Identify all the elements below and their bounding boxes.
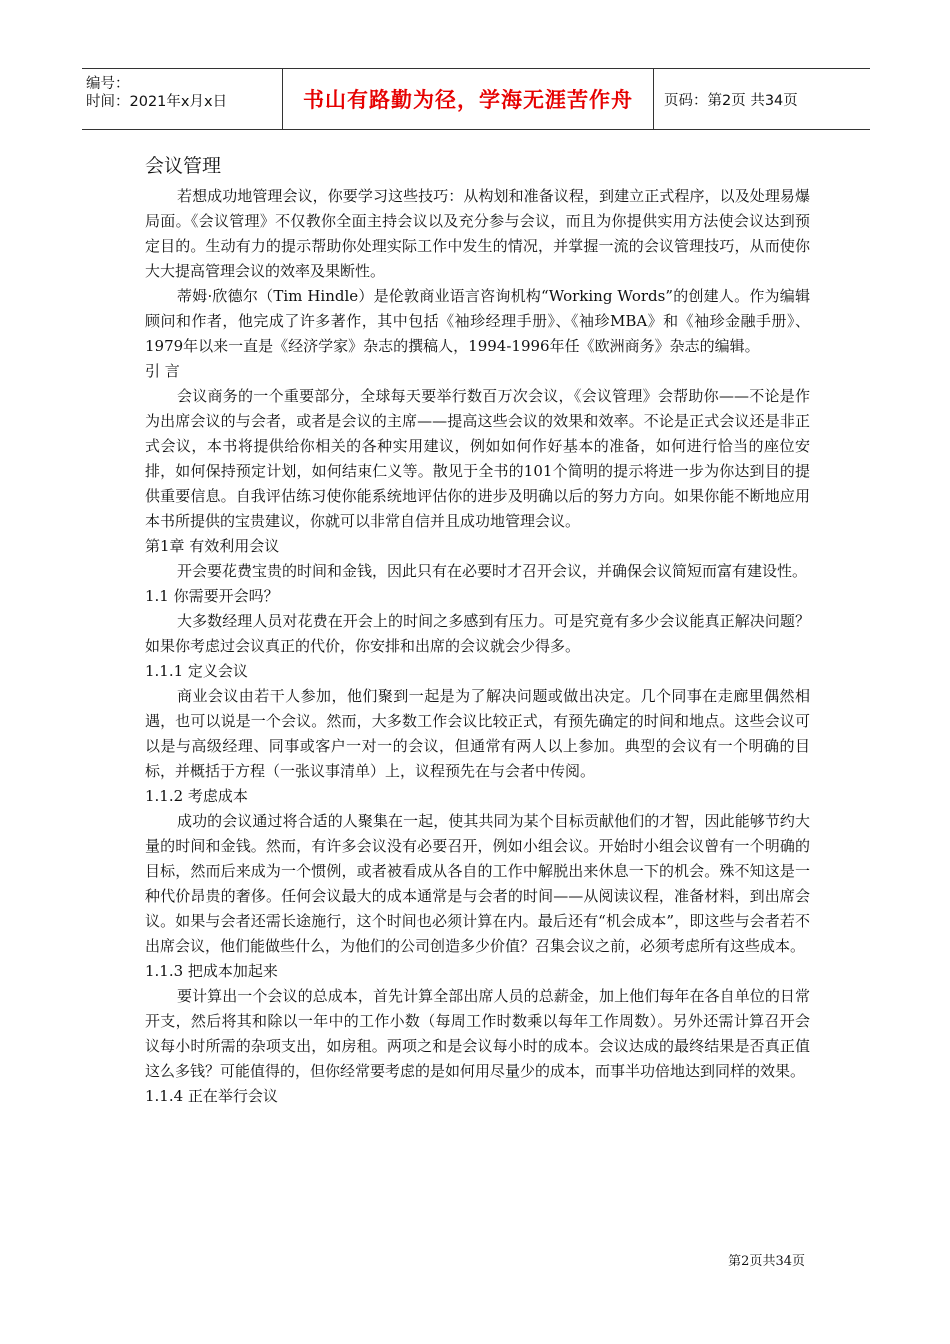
section-1-1-paragraph: 大多数经理人员对花费在开会上的时间之多感到有压力。可是究竟有多少会议能真正解决问题？如果你考虑过会议真正的代价，你安排和出席的会议就会少得多。 — [145, 612, 810, 655]
section-1-1-1-paragraph: 商业会议由若干人参加，他们聚到一起是为了解决问题或做出决定。几个同事在走廊里偶然相遇，也可以说是一个会议。然而，大多数工作会议比较正式，有预先确定的时间和地点。这些会议可以是与高级经理、同事或客户一对一的会议，但通常有两人以上参加。典型的会议有一个明确的目标，并概括于方程（一张议事清单）上，议程预先在与会者中传阅。 — [145, 687, 810, 780]
section-1-1-3-heading: 1.1.3 把成本加起来 — [145, 962, 278, 980]
document-title: 会议管理 — [145, 155, 222, 177]
preface-heading: 引 言 — [145, 362, 180, 380]
chapter-1-heading: 第1章 有效利用会议 — [145, 537, 280, 555]
section-1-1-3-paragraph: 要计算出一个会议的总成本，首先计算全部出席人员的总薪金，加上他们每年在各自单位的日常开支，然后将其和除以一年中的工作小数（每周工作时数乘以每年工作周数）。另外还需计算召开会议每小时所需的杂项支出，如房租。两项之和是会议每小时的成本。会议达成的最终结果是否真正值这么多钱？可能值得的，但你经常要考虑的是如何用尽量少的成本，而事半功倍地达到同样的效果。 — [145, 987, 810, 1080]
header-motto: 书山有路勤为径，学海无涯苦作舟 — [282, 69, 654, 129]
section-1-1-2-paragraph: 成功的会议通过将合适的人聚集在一起，使其共同为某个目标贡献他们的才智，因此能够节约大量的时间和金钱。然而，有许多会议没有必要召开，例如小组会议。开始时小组会议曾有一个明确的目标，然而后来成为一个惯例，或者被看成从各自的工作中解脱出来休息一下的机会。殊不知这是一种代价昂贵的奢侈。任何会议最大的成本通常是与会者的时间——从阅读议程，准备材料，到出席会议。如果与会者还需长途施行，这个时间也必须计算在内。最后还有“机会成本”，即这些与会者若不出席会议，他们能做些什么，为他们的公司创造多少价值？召集会议之前，必须考虑所有这些成本。 — [145, 812, 810, 955]
section-1-1-2-heading: 1.1.2 考虑成本 — [145, 787, 248, 805]
intro-paragraph-1: 若想成功地管理会议，你要学习这些技巧：从构划和准备议程，到建立正式程序，以及处理易爆局面。《会议管理》不仅教你全面主持会议以及充分参与会议，而且为你提供实用方法使会议达到预定目的。生动有力的提示帮助你处理实际工作中发生的情况，并掌握一流的会议管理技巧，从而使你大大提高管理会议的效率及果断性。 — [145, 187, 810, 280]
time-label: 时间：2021年x月x日 — [86, 94, 228, 110]
number-label: 编号： — [86, 76, 130, 92]
page-header — [82, 68, 870, 130]
page-footer: 第2页共34页 — [728, 1254, 805, 1269]
header-meta — [82, 69, 282, 129]
intro-paragraph-2: 蒂姆·欣德尔（Tim Hindle）是伦敦商业语言咨询机构“Working Words”的创建人。作为编辑顾问和作者，他完成了许多著作，其中包括《袖珍经理手册》、《袖珍MBA》和《袖珍金融手册》、1979年以来一直是《经济学家》杂志的撰稿人，1994-1996年任《欧洲商务》杂志的编辑。 — [145, 287, 810, 355]
header-page-label: 页码：第2页 共34页 — [664, 92, 798, 109]
section-1-1-heading: 1.1 你需要开会吗？ — [145, 587, 279, 605]
section-1-1-4-heading: 1.1.4 正在举行会议 — [145, 1087, 278, 1105]
document-body — [145, 150, 810, 1109]
chapter-1-paragraph: 开会要花费宝贵的时间和金钱，因此只有在必要时才召开会议，并确保会议简短而富有建设性。 — [177, 562, 808, 580]
section-1-1-1-heading: 1.1.1 定义会议 — [145, 662, 248, 680]
preface-paragraph: 会议商务的一个重要部分，全球每天要举行数百万次会议，《会议管理》会帮助你——不论是作为出席会议的与会者，或者是会议的主席——提高这些会议的效果和效率。不论是正式会议还是非正式会议，本书将提供给你相关的各种实用建议，例如如何作好基本的准备，如何进行恰当的座位安排，如何保持预定计划，如何结束仁义等。散见于全书的101个简明的提示将进一步为你达到目的提供重要信息。自我评估练习使你能系统地评估你的进步及明确以后的努力方向。如果你能不断地应用本书所提供的宝贵建议，你就可以非常自信并且成功地管理会议。 — [145, 387, 810, 530]
